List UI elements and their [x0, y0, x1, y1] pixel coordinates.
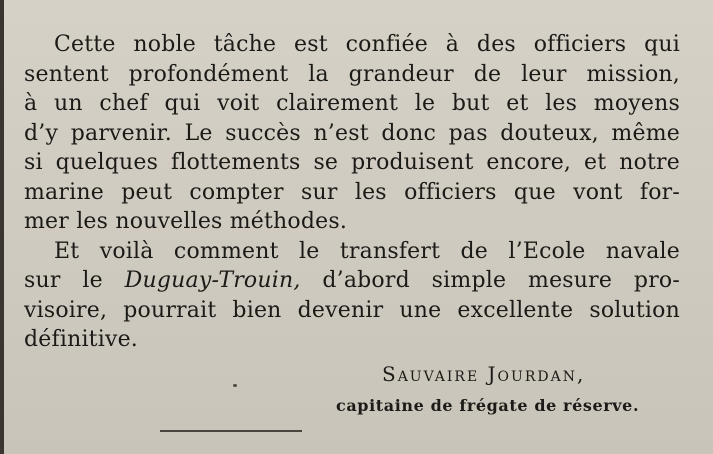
text-fragment: sur le: [24, 268, 125, 293]
text-line: mer les nouvelles méthodes.: [24, 209, 348, 234]
text-line: Et voilà comment le transfert de l’Ecole navale: [54, 238, 680, 264]
print-speck: [233, 384, 237, 387]
ship-name: Duguay-Trouin,: [124, 268, 301, 293]
text-line: à un chef qui voit clairement le but et les moyens: [24, 91, 680, 116]
text-line: visoire, pourrait bien devenir une excellente solution: [24, 297, 680, 323]
text-line: si quelques flottements se produisent encore, et notre: [24, 150, 680, 175]
bottom-separator-rule: [160, 430, 302, 432]
text-line: d’y parvenir. Le succès n’est donc pas douteux, même: [24, 120, 680, 146]
text-line: définitive.: [24, 327, 139, 352]
article-body: [24, 30, 680, 355]
author-name: Sauvaire Jourdan,: [382, 362, 586, 386]
paragraph-1: [24, 30, 680, 237]
text-line: marine peut compter sur les officiers que vont for-: [24, 179, 680, 205]
paragraph-2: [24, 237, 680, 355]
text-line: sentent profondément la grandeur de leur mission,: [24, 61, 680, 87]
author-title: capitaine de frégate de réserve.: [336, 396, 640, 415]
text-fragment: d’abord simple mesure pro-: [300, 268, 680, 293]
left-margin-rule: [0, 0, 4, 454]
text-line: Cette noble tâche est confiée à des officiers qui: [54, 32, 680, 57]
text-line-with-ship-name: [24, 266, 680, 296]
